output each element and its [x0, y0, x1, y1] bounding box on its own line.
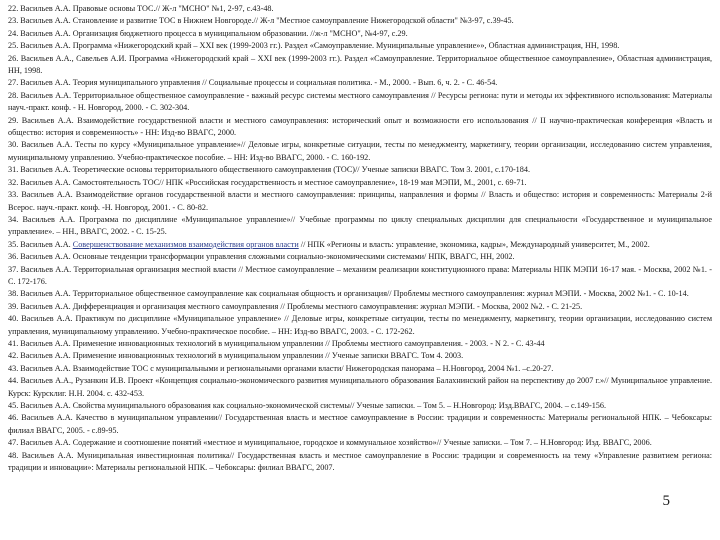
entry-text: Васильев А.А. Территориальная организация местной власти // Местное самоуправление – механизм реализации конституционного права: Материалы НПК МЭПИ 16-17 мая. - Москва, 2002 №1. - С. 172-176. — [8, 264, 713, 286]
entry-number: 27. — [8, 78, 19, 88]
entry-number: 45. — [8, 401, 19, 410]
entry-text: Васильев А.А. Муниципальная инвестиционная политика// Государственная власть и местное самоуправление в России: традиции и современность на тему «Управление развитием региона: традиции и инновации»: Материалы региональной НПК. – Чебоксары: филиал ВВАГС, 2007. — [8, 450, 713, 473]
entry-number: 43. — [8, 363, 19, 373]
entry-text: Васильев А.А. Теория муниципального управления // Социальные процессы и социальная политика. - М., 2000. - Вып. 6, ч. 2. - С. 46-54. — [20, 78, 498, 88]
bibliography-entry — [8, 53, 712, 78]
entry-text: Васильев А.А., Савельев А.И. Программа «Нижегородский край – XXI век (1999-2003 гг.). Раздел «Самоуправление. Территориальное общественное самоуправление», Областная администрация, НН, 1998. — [8, 53, 713, 76]
entry-number: 44. — [8, 376, 19, 386]
entry-text: Васильев А.А. Программа по дисциплине «Муниципальное управление»// Учебные программы по циклу специальных дисциплин для специальности «Государственное и муниципальное управление». – НН., ВВАГС, 2002. - С. 15-25. — [8, 214, 713, 237]
bibliography-entry — [8, 189, 712, 214]
bibliography-entry — [8, 251, 712, 263]
entry-text: Васильев А.А. Качество в муниципальном управлении// Государственная власть и местное самоуправление в России: традиции и современность: Материалы региональной НПК. – Чебоксары: филиал ВВАГС, 2005. - с.89-95. — [8, 413, 713, 435]
bibliography-entry — [8, 214, 712, 239]
bibliography-entry — [8, 400, 712, 412]
entry-number: 23. — [8, 16, 19, 26]
bibliography-entry — [8, 239, 712, 251]
entry-number: 29. — [8, 115, 19, 125]
entry-number: 41. — [8, 338, 19, 348]
bibliography-entry — [8, 177, 712, 189]
entry-text: Васильев А.А. Территориальное общественное самоуправление - важный ресурс системы местного самоуправления // Ресурсы региона: пути и методы их эффективного использования: Материалы науч.-практ. конф. - Н. Новгород, 2000. - С. 302-304. — [8, 90, 712, 113]
bibliography-entry — [8, 28, 712, 40]
entry-number: 31. — [8, 165, 19, 175]
entry-number: 22. — [8, 4, 19, 13]
entry-text: Васильев А.А. Организация бюджетного процесса в муниципальном образовании. //ж-л "МСНО", №4-97, с.29. — [20, 28, 408, 38]
entry-text: Васильев А.А. Применение инновационных технологий в муниципальном управлении // Проблемы местного самоуправления. - 2003. - N 2. - С. 43-44 — [20, 338, 545, 348]
entry-number: 37. — [8, 264, 19, 274]
entry-text: Васильев А.А. Практикум по дисциплине «Муниципальное управление» // Деловые игры, конкретные ситуации, тесты по менеджменту, маркетингу, теории организации, исследованию систем управления, муниципальному управлению. Учебно-практическое пособие. – НН: Изд-во ВВАГС, 2003. - С. 172-262. — [8, 314, 712, 336]
entry-number: 48. — [8, 450, 19, 460]
entry-number: 42. — [8, 351, 19, 361]
bibliography-entry — [8, 15, 712, 27]
bibliography-entry — [8, 264, 712, 289]
bibliography-entry — [8, 40, 712, 52]
entry-text: Васильев А.А. Взаимодействие ТОС с муниципальными и региональными органами власти/ Нижегородская панорама – Н.Новгород, 2004 №1. –с.20-27. — [20, 363, 554, 373]
bibliography-entry — [8, 375, 712, 400]
entry-text: Васильев А.А. Дифференциация и организация местного самоуправления // Проблемы местного самоуправления: журнал МЭПИ. - Москва, 2002 №2. - С. 21-25. — [20, 301, 583, 311]
entry-text: Васильев А.А. Программа «Нижегородский край – XXI век (1999-2003 гг.). Раздел «Самоуправление. Муниципальные управление»», Областная администрация, НН, 1998. — [20, 41, 620, 51]
bibliography-entry — [8, 90, 712, 115]
entry-number: 35. — [8, 239, 19, 249]
entry-number: 30. — [8, 140, 19, 150]
bibliography-entry — [8, 301, 712, 313]
bibliography-entry — [8, 437, 712, 449]
entry-number: 26. — [8, 53, 19, 63]
entry-text: Васильев А.А. Взаимодействие государственной власти и местного самоуправления: исторический опыт и возможности его использования // II научно-практическая конференция «Власть и общество: история и современность» - НН: Изд-во ВВАГС, 2000. — [8, 115, 712, 138]
bibliography-entry — [8, 139, 712, 164]
entry-number: 36. — [8, 252, 19, 262]
bibliography-entry — [8, 350, 712, 362]
entry-link[interactable]: Совершенствование механизмов взаимодействия органов власти — [72, 239, 299, 249]
bibliography-entry — [8, 115, 712, 140]
bibliography-entry — [8, 313, 712, 338]
entry-number: 40. — [8, 314, 19, 324]
entry-number: 28. — [8, 90, 19, 100]
entry-text: Васильев А.А. Самостоятельность ТОС// НПК «Российская государственность и местное самоуправление», 18-19 мая МЭПИ, М., 2001, с. 69-71. — [20, 177, 527, 187]
bibliography-entry — [8, 77, 712, 89]
entry-text: // НПК «Регионы и власть: управление, экономика, кадры», Международный университет, М., 2002. — [298, 239, 650, 249]
entry-number: 33. — [8, 190, 19, 200]
bibliography-entry — [8, 164, 712, 176]
entry-number: 39. — [8, 301, 19, 311]
entry-number: 32. — [8, 177, 19, 187]
page-number: 5 — [662, 493, 670, 509]
entry-text: Васильев А.А. Становление и развитие ТОС в Нижнем Новгороде.// Ж-л "Местное самоуправление Нижегородской области" №3-97, с.39-45. — [20, 16, 514, 26]
entry-number: 34. — [8, 214, 19, 224]
entry-number: 47. — [8, 438, 19, 448]
bibliography-entry — [8, 450, 712, 475]
entry-text: Васильев А.А. Основные тенденции трансформации управления сложными социально-экономическими системами/ НПК, ВВАГС, НН, 2002. — [20, 252, 515, 262]
entry-text: Васильев А.А. — [20, 239, 73, 249]
entry-text: Васильев А.А. Взаимодействие органов государственной власти и местного самоуправления: принципы, направления и формы // Власть и общество: история и современность: Материалы 2-й Всерос. науч.-практ. конф. -Н. Новгород, 2001. - С. 80-82. — [8, 190, 712, 212]
bibliography-entry — [8, 3, 712, 15]
entry-number: 38. — [8, 289, 19, 299]
entry-text: Васильев А.А. Тесты по курсу «Муниципальное управление»// Деловые игры, конкретные ситуации, тесты по менеджменту, маркетингу, теории организации, исследованию систем управления, муниципальному управлению. Учебно-практическое пособие. – НН: Изд-во ВВАГС, 2000. - С. 160-192. — [8, 140, 712, 162]
bibliography-entry — [8, 288, 712, 300]
bibliography-entry — [8, 363, 712, 375]
entry-text: Васильев А.А. Свойства муниципального образования как социально-экономической системы// Ученые записки. – Том 5. – Н.Новгород: Изд.ВВАГС, 2004. – с.149-156. — [20, 401, 607, 410]
entry-text: Васильев А.А. Правовые основы ТОС.// Ж-л "МСНО" №1, 2-97, с.43-48. — [20, 4, 274, 13]
entry-number: 46. — [8, 413, 19, 423]
entry-text: Васильев А.А., Рузанкин И.В. Проект «Концепция социально-экономического развития муниципального образования Балахнинский район на перспективу до 2007 г.»// Муниципальное управление. Курск: Курсклиг. Н.Н. 2004. с. 432-453. — [8, 376, 713, 398]
entry-number: 25. — [8, 41, 19, 51]
entry-number: 24. — [8, 28, 19, 38]
entry-text: Васильев А.А. Территориальное общественное самоуправление как социальная общность и организация// Проблемы местного самоуправления: журнал МЭПИ. - Москва, 2002 №1. - С. 10-14. — [20, 289, 689, 299]
bibliography-entry — [8, 338, 712, 350]
bibliography-entry — [8, 412, 712, 437]
entry-text: Васильев А.А. Теоретические основы территориального общественного самоуправления (ТОС)// Ученые записки ВВАГС. Том 3. 2001, с.170-184. — [20, 165, 531, 175]
entry-text: Васильев А.А. Содержание и соотношение понятий «местное и муниципальное, городское и коммунальное хозяйство»// Ученые записки. – Том 7. – Н.Новгород: Изд. ВВАГС, 2006. — [20, 438, 652, 448]
bibliography-list — [8, 3, 712, 474]
entry-text: Васильев А.А. Применение инновационных технологий в муниципальном управлении // Ученые записки ВВАГС. Том 4. 2003. — [20, 351, 464, 361]
